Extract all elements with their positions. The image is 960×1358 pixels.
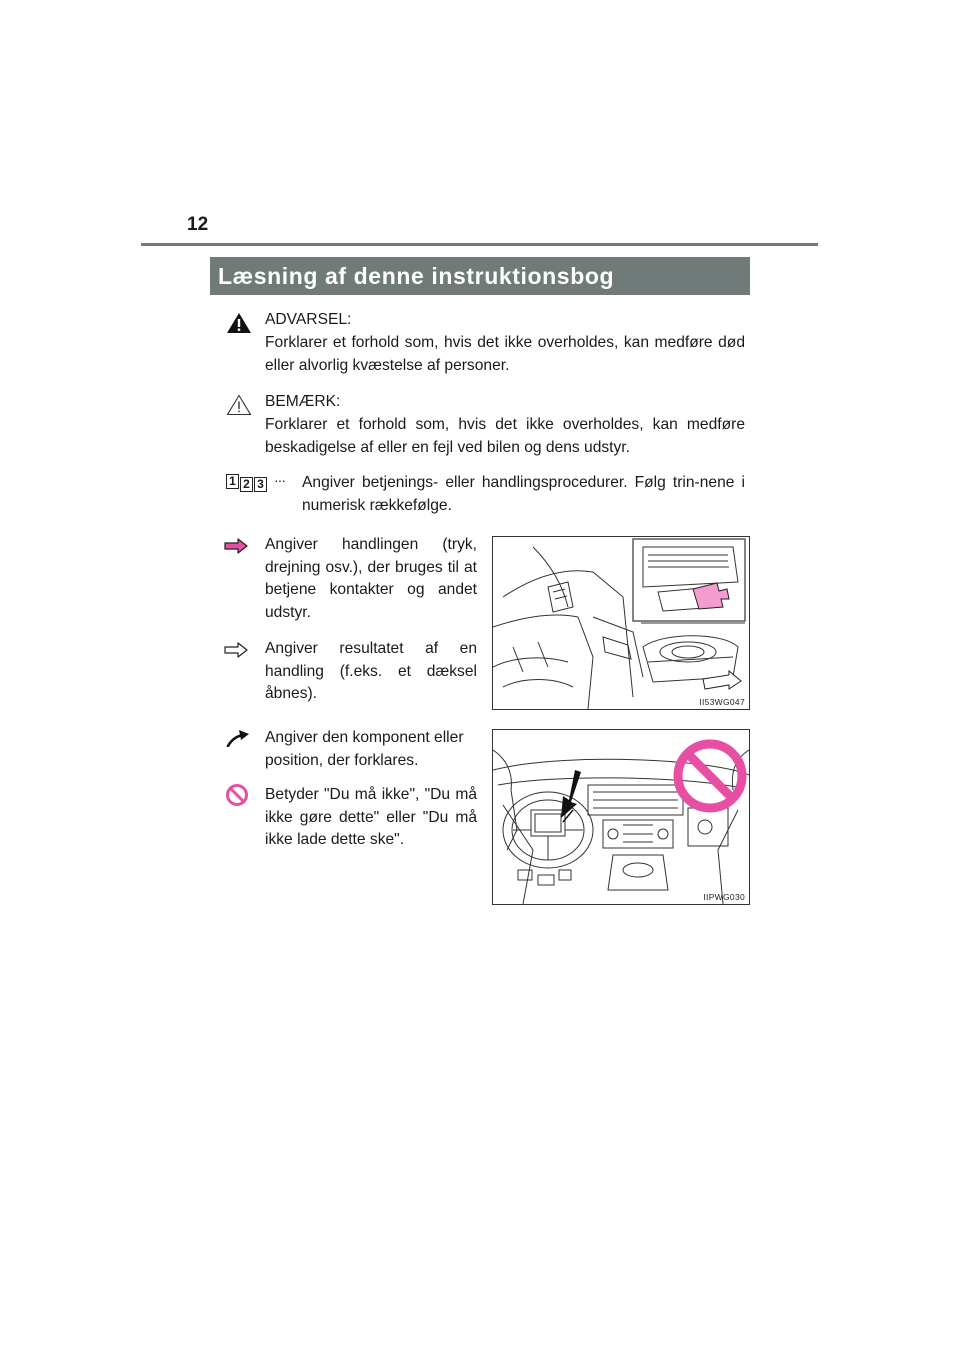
- prohibited-description: Betyder "Du må ikke", "Du må ikke gøre dette" eller "Du må ikke lade dette ske".: [265, 786, 477, 848]
- step-number: 2: [240, 477, 253, 492]
- dashboard-illustration: [492, 729, 750, 905]
- cupholder-illustration: [492, 536, 750, 710]
- notice-description: Forklarer et forhold som, hvis det ikke overholdes, kan medføre beskadigelse af eller en fejl ved bilen og dens udstyr.: [265, 416, 745, 456]
- warning-filled-triangle-icon: [226, 312, 252, 334]
- figure-code: II53WG047: [699, 697, 745, 707]
- prohibition-icon: [225, 783, 249, 807]
- action-description: Angiver handlingen (tryk, drejning osv.), der bruges til at betjene kontakter og andet udstyr.: [265, 536, 477, 621]
- warning-description: Forklarer et forhold som, hvis det ikke overholdes, kan medføre død eller alvorlig kvæstelse af personer.: [265, 334, 745, 374]
- outline-arrow-icon: [224, 642, 248, 658]
- pointer-arrow-icon: [226, 729, 250, 747]
- steps-ellipsis: ···: [274, 472, 285, 488]
- warning-title: ADVARSEL:: [265, 311, 352, 328]
- page-number: 12: [187, 214, 209, 235]
- figure-code: IIPWG030: [703, 892, 745, 902]
- result-description: Angiver resultatet af en handling (f.eks. et dæksel åbnes).: [265, 640, 477, 702]
- step-number: 3: [254, 477, 267, 492]
- steps-description: Angiver betjenings- eller handlingsprocedurer. Følg trin-nene i numerisk rækkefølge.: [302, 474, 745, 514]
- component-description: Angiver den komponent eller position, der forklares.: [265, 729, 464, 769]
- top-rule: [141, 243, 818, 246]
- warning-outline-triangle-icon: [226, 394, 252, 416]
- pink-filled-arrow-icon: [224, 538, 248, 554]
- step-number: 1: [226, 474, 239, 489]
- notice-title: BEMÆRK:: [265, 393, 341, 410]
- cupholder-drawing: [493, 537, 749, 709]
- numbered-steps-icon: [226, 474, 296, 494]
- section-title: Læsning af denne instruktionsbog: [210, 257, 750, 295]
- dashboard-drawing: [493, 730, 749, 904]
